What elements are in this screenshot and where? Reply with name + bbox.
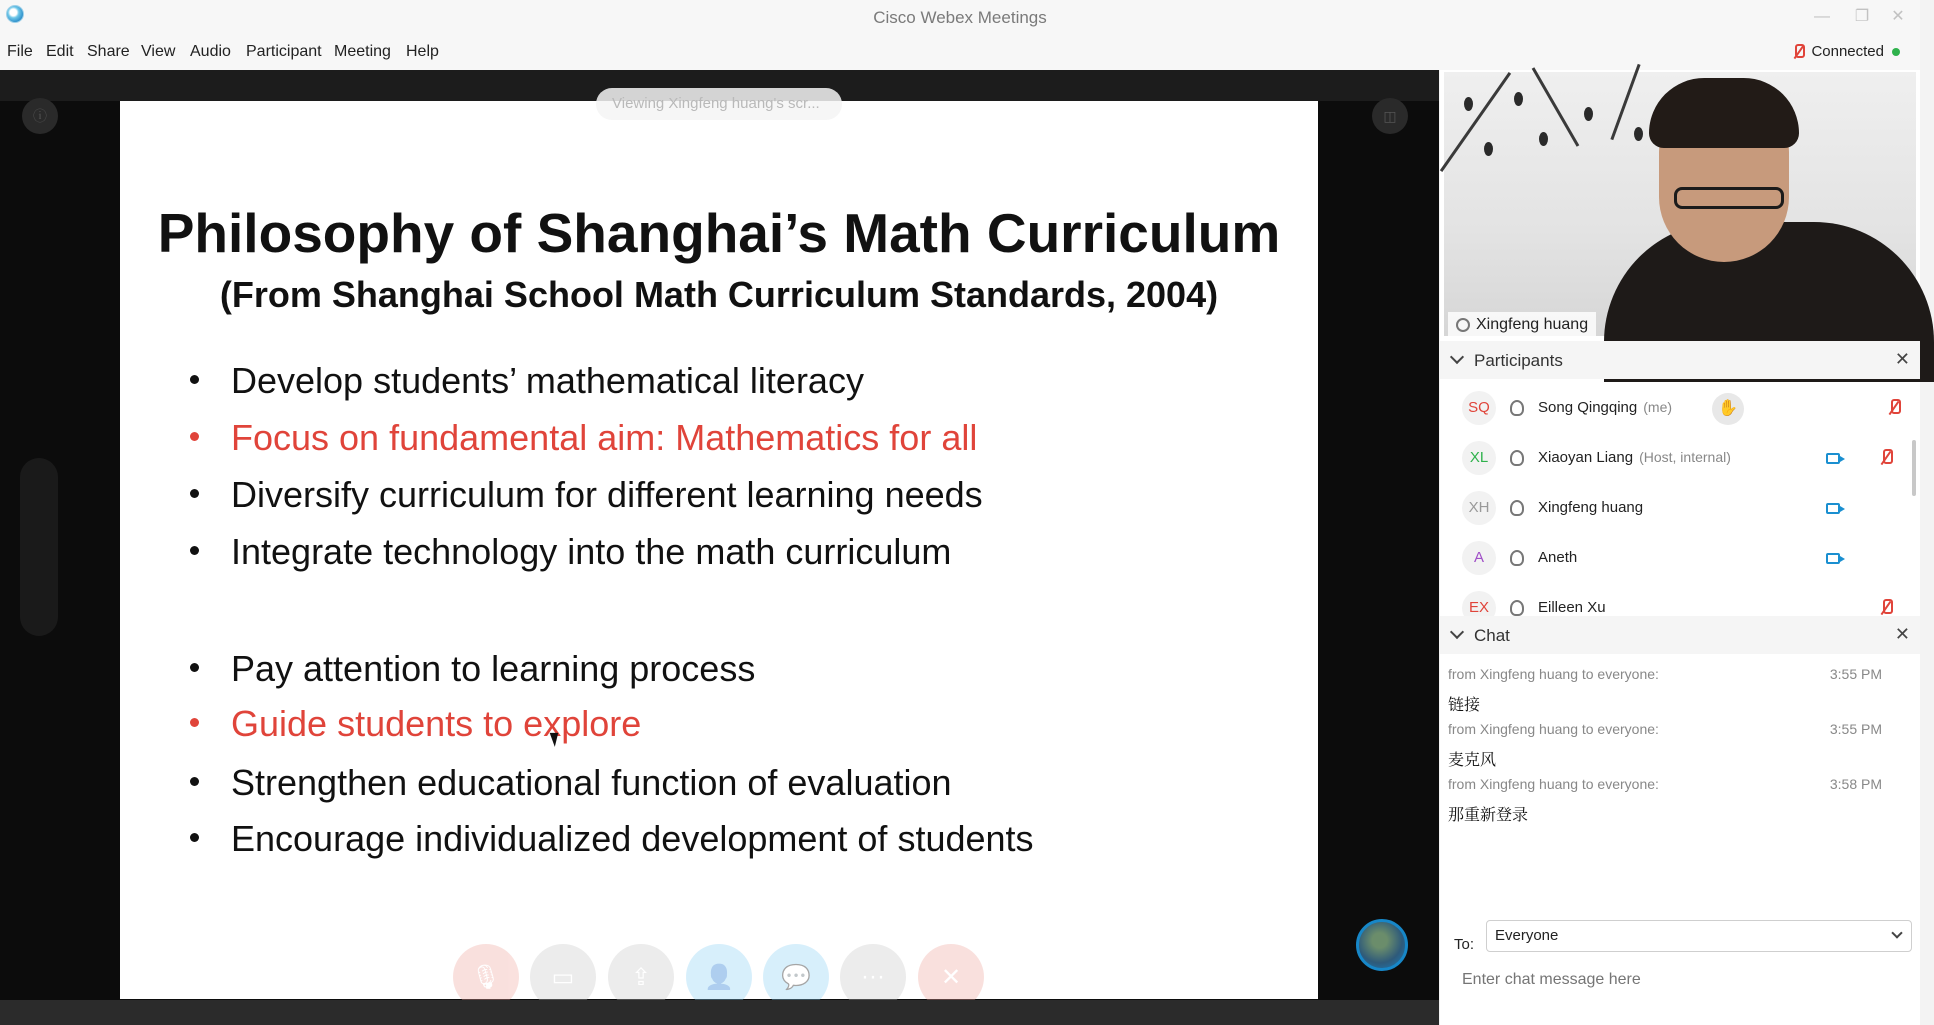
self-view-icon[interactable] bbox=[1356, 919, 1408, 971]
bullet-text: Focus on fundamental aim: Mathematics for all bbox=[231, 417, 978, 458]
audio-icon bbox=[1510, 400, 1524, 416]
chat-message-text: 麦克风 bbox=[1448, 752, 1497, 769]
audio-icon bbox=[1510, 600, 1524, 616]
chat-sender: from Xingfeng huang to everyone: bbox=[1448, 721, 1659, 737]
slide-subtitle: (From Shanghai School Math Curriculum Standards, 2004) bbox=[219, 274, 1219, 315]
muted-mic-icon[interactable] bbox=[1880, 449, 1892, 467]
chat-sender: from Xingfeng huang to everyone: bbox=[1448, 666, 1659, 682]
person-hair bbox=[1649, 78, 1799, 148]
connection-status-text: Connected bbox=[1811, 43, 1884, 60]
close-window-button[interactable]: ✕ bbox=[1891, 8, 1905, 25]
annotation-toolbar[interactable] bbox=[20, 458, 58, 636]
chat-message-text: 那重新登录 bbox=[1448, 807, 1529, 824]
bullet-text: Integrate technology into the math curriculum bbox=[231, 531, 952, 572]
end-call-button[interactable]: ✕ bbox=[918, 944, 984, 1010]
viewing-indicator: Viewing Xingfeng huang's scr... bbox=[596, 88, 842, 120]
stage-bottom-bar bbox=[0, 1000, 1439, 1025]
maximize-button[interactable]: ❐ bbox=[1854, 8, 1870, 25]
window-title: Cisco Webex Meetings bbox=[873, 8, 1047, 27]
close-chat-icon[interactable]: ✕ bbox=[1894, 624, 1910, 644]
slide-bullet bbox=[190, 648, 755, 690]
menu-file[interactable]: File bbox=[7, 43, 33, 60]
avatar: XL bbox=[1462, 441, 1496, 475]
participant-video[interactable] bbox=[1444, 72, 1916, 336]
menu-audio[interactable]: Audio bbox=[190, 43, 231, 60]
chat-message-input[interactable] bbox=[1462, 962, 1902, 998]
muted-mic-icon[interactable] bbox=[1880, 599, 1892, 617]
bullet-text: Diversify curriculum for different learning needs bbox=[231, 474, 983, 515]
menu-edit[interactable]: Edit bbox=[46, 43, 74, 60]
participants-title: Participants bbox=[1474, 351, 1563, 370]
avatar: XH bbox=[1462, 491, 1496, 525]
participant-name: Aneth bbox=[1538, 549, 1578, 566]
presentation-slide bbox=[120, 101, 1318, 999]
chat-time: 3:55 PM bbox=[1829, 721, 1882, 737]
bullet-dot bbox=[190, 777, 199, 786]
chat-message-meta bbox=[1448, 721, 1904, 737]
background-leaf bbox=[1464, 97, 1473, 111]
side-panel bbox=[1440, 70, 1920, 1025]
audio-icon bbox=[1510, 550, 1524, 566]
bullet-text: Encourage individualized development of students bbox=[231, 818, 1034, 859]
menu-participant[interactable]: Participant bbox=[246, 43, 322, 60]
slide-title: Philosophy of Shanghai’s Math Curriculum bbox=[157, 202, 1281, 264]
chevron-down-icon[interactable] bbox=[1450, 350, 1464, 364]
slide-bullet-highlight bbox=[190, 417, 977, 459]
participant-name: Xingfeng huang bbox=[1538, 499, 1644, 516]
glasses bbox=[1674, 187, 1784, 209]
participants-header[interactable] bbox=[1440, 341, 1920, 379]
bullet-dot bbox=[190, 432, 199, 441]
participant-row[interactable] bbox=[1440, 384, 1910, 434]
audio-icon bbox=[1510, 450, 1524, 466]
more-button[interactable]: ··· bbox=[840, 944, 906, 1010]
bullet-text: Guide students to explore bbox=[231, 703, 642, 744]
participant-name: Song Qingqing (me) bbox=[1538, 399, 1673, 416]
chat-to-label: To: bbox=[1454, 936, 1475, 953]
muted-mic-icon[interactable] bbox=[1888, 399, 1900, 417]
title-bar bbox=[0, 0, 1920, 34]
background-leaf bbox=[1634, 127, 1643, 141]
connection-status bbox=[1793, 43, 1900, 60]
background-leaf bbox=[1584, 107, 1593, 121]
chevron-down-icon[interactable] bbox=[1891, 927, 1902, 938]
share-button[interactable]: ⇪ bbox=[608, 944, 674, 1010]
video-name-text: Xingfeng huang bbox=[1476, 316, 1589, 333]
minimize-button[interactable]: — bbox=[1814, 8, 1830, 25]
video-name-label bbox=[1448, 312, 1596, 338]
participant-row[interactable] bbox=[1440, 534, 1910, 584]
menu-view[interactable]: View bbox=[141, 43, 176, 60]
chevron-down-icon[interactable] bbox=[1450, 625, 1464, 639]
chat-message-meta bbox=[1448, 776, 1904, 792]
background-leaf bbox=[1484, 142, 1493, 156]
slide-bullet bbox=[190, 474, 983, 516]
background-leaf bbox=[1514, 92, 1523, 106]
participant-name: Xiaoyan Liang (Host, internal) bbox=[1538, 449, 1731, 466]
background-leaf bbox=[1539, 132, 1548, 146]
bullet-dot bbox=[190, 375, 199, 384]
slide-bullet bbox=[190, 360, 864, 402]
bullet-dot bbox=[190, 663, 199, 672]
chat-button[interactable]: 💬 bbox=[763, 944, 829, 1010]
video-camera-icon bbox=[1826, 453, 1840, 464]
chat-message-meta bbox=[1448, 666, 1904, 682]
participant-row[interactable] bbox=[1440, 584, 1910, 616]
audio-icon bbox=[1510, 500, 1524, 516]
chat-recipient-select[interactable] bbox=[1486, 920, 1912, 952]
video-camera-icon bbox=[1826, 553, 1840, 564]
chat-header[interactable] bbox=[1440, 616, 1920, 654]
chat-time: 3:58 PM bbox=[1829, 776, 1882, 792]
participants-scrollbar[interactable] bbox=[1912, 440, 1916, 496]
audio-icon bbox=[1456, 318, 1470, 332]
bullet-text: Strengthen educational function of evaluation bbox=[231, 762, 952, 803]
connected-dot-icon bbox=[1892, 48, 1900, 56]
slide-bullet bbox=[190, 818, 1034, 860]
background-branch bbox=[1440, 72, 1511, 172]
mute-button[interactable]: 🎙 bbox=[453, 944, 519, 1010]
avatar: EX bbox=[1462, 591, 1496, 625]
menu-meeting[interactable]: Meeting bbox=[334, 43, 391, 60]
participant-name: Eilleen Xu bbox=[1538, 599, 1606, 616]
menu-bar bbox=[0, 34, 1920, 70]
shared-screen bbox=[0, 70, 1439, 1025]
layout-icon[interactable]: ◫ bbox=[1372, 98, 1408, 134]
menu-share[interactable]: Share bbox=[87, 43, 130, 60]
participant-row[interactable] bbox=[1440, 434, 1910, 484]
video-camera-icon bbox=[1826, 503, 1840, 514]
close-participants-icon[interactable]: ✕ bbox=[1894, 349, 1910, 369]
slide-bullet bbox=[190, 762, 952, 804]
bullet-text: Pay attention to learning process bbox=[231, 648, 756, 689]
chat-sender: from Xingfeng huang to everyone: bbox=[1448, 776, 1659, 792]
video-button[interactable]: ▭ bbox=[530, 944, 596, 1010]
raise-hand-button[interactable]: ✋ bbox=[1712, 393, 1744, 425]
chat-message-text: 链接 bbox=[1448, 697, 1481, 714]
bullet-dot bbox=[190, 833, 199, 842]
avatar: A bbox=[1462, 541, 1496, 575]
chat-recipient-value: Everyone bbox=[1495, 927, 1559, 944]
participants-button[interactable]: 👤 bbox=[686, 944, 752, 1010]
bullet-dot bbox=[190, 489, 199, 498]
bullet-dot bbox=[190, 718, 199, 727]
bullet-text: Develop students’ mathematical literacy bbox=[231, 360, 864, 401]
bullet-dot bbox=[190, 546, 199, 555]
slide-bullet bbox=[190, 531, 951, 573]
participant-row[interactable] bbox=[1440, 484, 1910, 534]
chat-time: 3:55 PM bbox=[1829, 666, 1882, 682]
chat-title: Chat bbox=[1474, 626, 1510, 645]
menu-help[interactable]: Help bbox=[406, 43, 439, 60]
slide-bullet-highlight bbox=[190, 703, 641, 745]
muted-mic-icon[interactable] bbox=[1793, 44, 1803, 60]
info-icon[interactable]: ⓘ bbox=[22, 98, 58, 134]
avatar: SQ bbox=[1462, 391, 1496, 425]
